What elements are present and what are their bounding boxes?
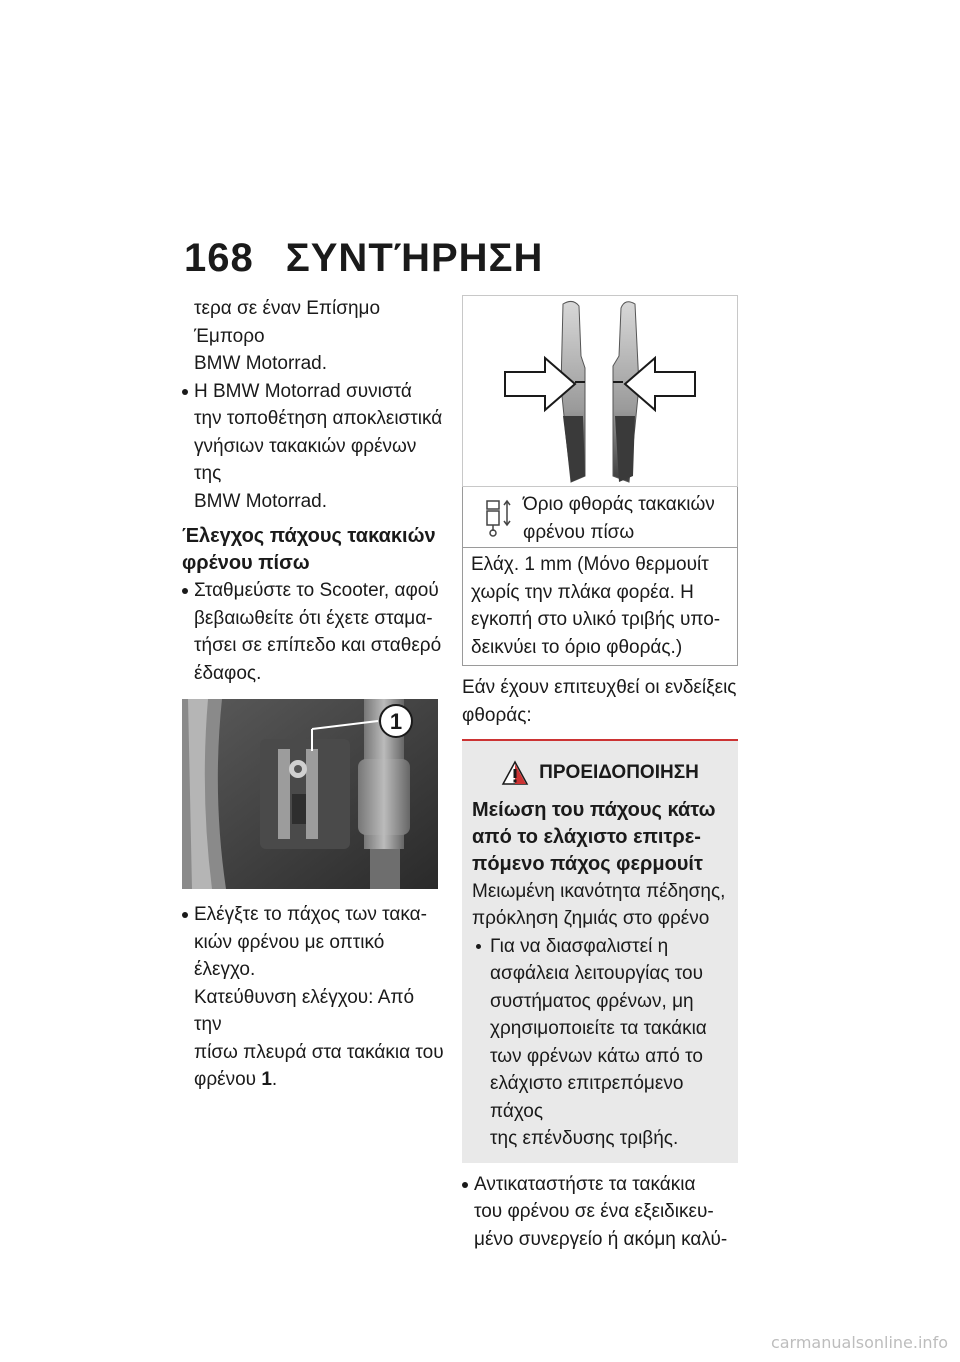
left-column <box>182 295 444 1094</box>
section-heading: Έλεγχος πάχους τακακιών φρένου πίσω <box>182 525 436 574</box>
warning-title: ΠΡΟΕΙΔΟΠΟΙΗΣΗ <box>472 759 728 787</box>
continuation-line: τερα σε έναν Επίσημο Έμπορο <box>194 298 381 347</box>
page-title: ΣΥΝΤΉΡΗΣΗ <box>285 236 544 280</box>
page-header <box>184 236 543 281</box>
watermark: carmanualsonline.info <box>770 1333 948 1352</box>
brake-caliper-photo <box>182 699 438 889</box>
right-column <box>462 295 738 1253</box>
intro-text: Εάν έχουν επιτευχθεί οι ενδείξεις <box>462 677 737 698</box>
brake-pad-wear-diagram <box>462 295 738 487</box>
spec-label-row <box>463 487 737 548</box>
list-item: Αντικαταστήστε τα τακάκια του φρένου σε ένα εξειδικευ- μένο συνεργείο ή ακόμη καλύ- <box>462 1171 738 1254</box>
warning-list-item: Για να διασφαλιστεί η ασφάλεια λειτουργίας του συστήματος φρένων, μη χρησιμοποιείτε τα τακάκια των φρένων κάτω από το ελάχιστο επιτρεπόμενο πάχος της επένδυσης τριβής. <box>472 933 728 1153</box>
list-item: Σταθμεύστε το Scooter, αφού βεβαιωθείτε ότι έχετε σταμα- τήσει σε επίπεδο και σταθερό έδαφος. <box>182 577 444 687</box>
spec-value-row: Ελάχ. 1 mm (Μόνο θερμουίτ χωρίς την πλάκα φορέα. Η εγκοπή στο υλικό τριβής υπο- δεικνύει το όριο φθοράς.) <box>471 554 721 658</box>
callout-number: 1 <box>389 709 403 734</box>
brake-pad-diagram <box>463 296 737 486</box>
spec-table <box>462 487 738 666</box>
warning-box: ΠΡΟΕΙΔΟΠΟΙΗΣΗ Μείωση του πάχους κάτω από το ελάχιστο επιτρε- πόμενο πάχος φερμουίτ Μειωμένη ικανότητα πέδησης, πρόκληση ζημιάς στο φρένο Για να διασφαλιστεί η ασφάλεια λειτουργίας του συστήματος φρένων, μη χρησιμοποιείτε τα τακάκια των φρένων κάτω από το ελάχιστο επιτρεπόμενο πάχος της επένδυσης τριβής. <box>462 739 738 1163</box>
intro-text: φθοράς: <box>462 704 532 726</box>
spec-label: Όριο φθοράς τακακιών φρένου πίσω <box>523 494 715 543</box>
list-item: Ελέγξτε το πάχος των τακα- κιών φρένου με οπτικό έλεγχο. Κατεύθυνση ελέγχου: Από την πίσω πλευρά στα τακάκια του φρένου 1. <box>182 901 444 1094</box>
list-item: Η BMW Motorrad συνιστά την τοποθέτηση αποκλειστικά γνήσιων τακακιών φρένων της BMW Motorrad. <box>182 378 444 516</box>
brake-caliper-illustration <box>182 699 438 889</box>
thickness-gauge-icon <box>485 497 513 537</box>
warning-triangle-icon <box>501 760 529 786</box>
continuation-line: BMW Motorrad. <box>194 353 328 374</box>
page-number: 168 <box>184 236 254 280</box>
